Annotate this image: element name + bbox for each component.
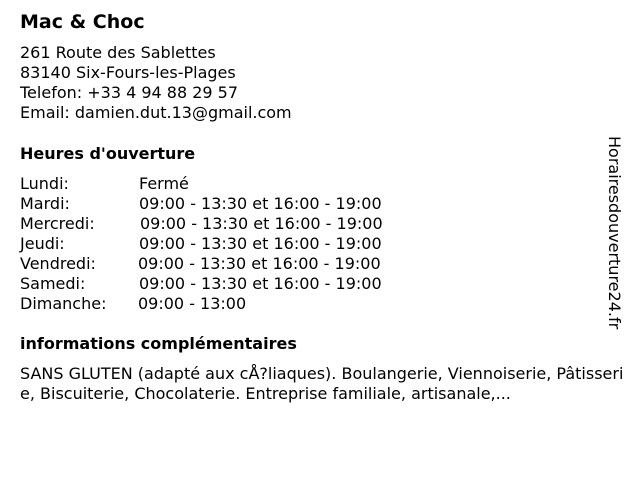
hours-value: 09:00 - 13:30 et 16:00 - 19:00 (139, 274, 382, 293)
day-label: Dimanche: (20, 294, 107, 313)
additional-info-heading: informations complémentaires (20, 334, 297, 353)
shop-name: Mac & Choc (20, 11, 145, 33)
day-label: Mardi: (20, 194, 70, 213)
site-watermark: Horairesdouverture24.fr (605, 136, 624, 330)
address-city: 83140 Six-Fours-les-Plages (20, 63, 236, 82)
email-address[interactable]: Email: damien.dut.13@gmail.com (20, 103, 292, 122)
hours-value: 09:00 - 13:00 (138, 294, 247, 313)
hours-value: 09:00 - 13:30 et 16:00 - 19:00 (139, 194, 382, 213)
hours-heading: Heures d'ouverture (20, 144, 196, 163)
day-label: Samedi: (20, 274, 86, 293)
hours-value: 09:00 - 13:30 et 16:00 - 19:00 (140, 214, 383, 233)
hours-value: 09:00 - 13:30 et 16:00 - 19:00 (139, 234, 382, 253)
hours-value: Fermé (139, 174, 189, 193)
address-street: 261 Route des Sablettes (20, 43, 216, 62)
day-label: Jeudi: (20, 234, 65, 253)
phone-number[interactable]: Telefon: +33 4 94 88 29 57 (20, 83, 239, 102)
day-label: Mercredi: (20, 214, 95, 233)
day-label: Vendredi: (20, 254, 96, 273)
day-label: Lundi: (20, 174, 69, 193)
contact-block (20, 43, 292, 123)
hours-value: 09:00 - 13:30 et 16:00 - 19:00 (138, 254, 381, 273)
additional-info-text: SANS GLUTEN (adapté aux cÅ?liaques). Boulangerie, Viennoiserie, Pâtisserie, Biscuiterie, Chocolaterie. Entreprise familiale, artisanale,... (20, 364, 624, 403)
